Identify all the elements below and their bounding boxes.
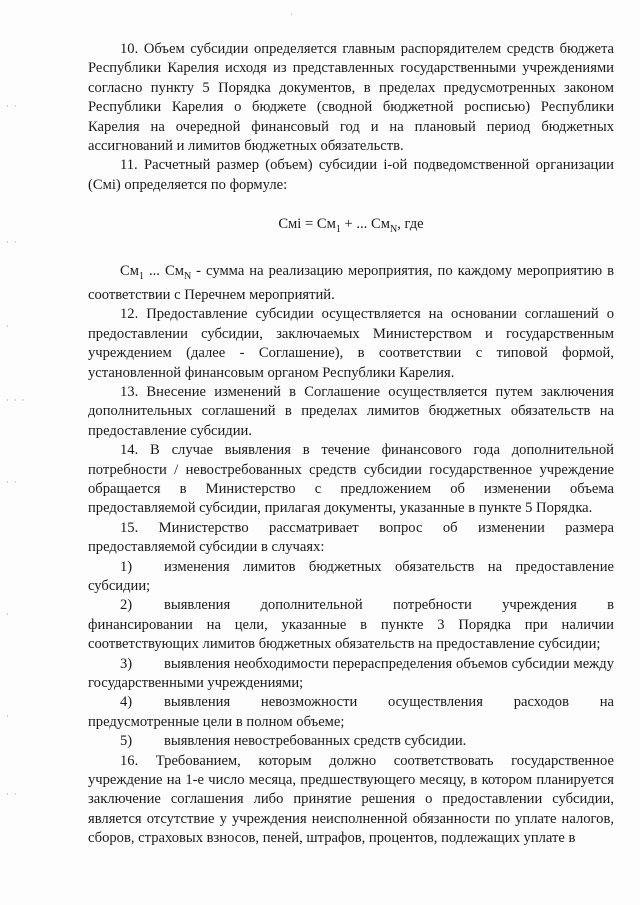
scan-mark: · ·: [6, 790, 18, 800]
scan-mark: ·: [290, 10, 293, 20]
paragraph-12: 12. Предоставление субсидии осуществляется на основании соглашений о предоставлении субсидии, заключаемых Министерством и государственным учреждением (далее - Соглашение), в соответствии с типовой формой, установленной финансовым органом Республики Карелия.: [88, 306, 614, 381]
list-item-number: 4): [120, 694, 133, 711]
scan-mark: ·: [6, 322, 10, 332]
paragraph-10: 10. Объем субсидии определяется главным распорядителем средств бюджета Республики Карелия исходя из представленных государственными учреждениями согласно пункту 5 Порядка документов, в пределах предусмотренных законом Республики Карелия о бюджете (сводной бюджетной росписью) Республики Карелия на очередной финансовый год и на плановый период бюджетных ассигнований и лимитов бюджетных обязательств.: [88, 41, 614, 155]
paragraph-15: 15. Министерство рассматривает вопрос об изменении размера предоставляемой субсидии в случаях:: [88, 519, 614, 556]
list-item-text: выявления дополнительной потребности учреждения в финансировании на цели, указанные в пункте 3 Порядка при наличии соответствующих лимитов бюджетных обязательств на предоставление субсидии;: [88, 597, 614, 653]
list-item: [88, 693, 614, 732]
scan-mark: ·: [6, 610, 10, 620]
formula-mid: + ... См: [340, 216, 390, 233]
scan-mark: · ·: [6, 478, 18, 488]
paragraph-15-list: [88, 558, 614, 752]
scan-mark: · ·: [6, 238, 18, 248]
list-item: [88, 732, 614, 751]
defs-mid: ... См: [143, 262, 184, 279]
scan-mark: · · ·: [6, 396, 26, 406]
defs-term: См: [120, 262, 139, 279]
list-item-text: выявления необходимости перераспределения объемов субсидии между государственными учреждениями;: [88, 655, 614, 691]
scan-mark: ·: [6, 712, 10, 722]
list-item-number: 3): [120, 655, 133, 672]
formula-sub-n: N: [389, 224, 398, 236]
list-item-number: 5): [120, 733, 133, 750]
list-item-number: 1): [120, 558, 133, 575]
paragraph-11: 11. Расчетный размер (объем) субсидии i-ой подведомственной организации (Смi) определяется по формуле:: [88, 157, 614, 193]
formula-end: , где: [397, 216, 424, 233]
formula: [88, 215, 614, 239]
defs-text: - сумма на реализацию мероприятия, по каждому мероприятию в соответствии с Перечнем мероприятий.: [88, 262, 614, 303]
list-item: [88, 655, 614, 694]
margin-scan-marks: [6, 0, 46, 905]
list-item: [88, 596, 614, 654]
defs-sub-1: 1: [138, 270, 144, 282]
formula-definitions: [88, 262, 614, 306]
list-item-number: 2): [120, 597, 133, 614]
list-item-text: выявления невостребованных средств субсидии.: [164, 733, 467, 750]
paragraph-13: 13. Внесение изменений в Соглашение осуществляется путем заключения дополнительных соглашений в пределах лимитов бюджетных обязательств на предоставление субсидии.: [88, 383, 614, 439]
paragraph-14: 14. В случае выявления в течение финансового года дополнительной потребности / невостребованных средств субсидии государственное учреждение обращается в Министерство с предложением об изменении объема предоставляемой субсидии, прилагая документы, указанные в пункте 5 Порядка.: [88, 442, 614, 517]
list-item: [88, 558, 614, 597]
formula-lhs: Смi = См: [278, 216, 336, 233]
formula-sub-1: 1: [335, 224, 341, 236]
scan-mark: · ·: [6, 102, 18, 112]
paragraph-16: 16. Требованием, которым должно соответствовать государственное учреждение на 1-е число месяца, предшествующего месяцу, в котором планируется заключение соглашения либо принятие решения о предоставлении субсидии, является отсутствие у учреждения неисполненной обязанности по уплате налогов, сборов, страховых взносов, пеней, штрафов, процентов, подлежащих уплате в: [88, 752, 614, 847]
list-item-text: изменения лимитов бюджетных обязательств на предоставление субсидии;: [88, 558, 614, 594]
document-body: [88, 40, 614, 849]
defs-sub-n: N: [183, 270, 192, 282]
list-item-text: выявления невозможности осуществления расходов на предусмотренные цели в полном объеме;: [88, 694, 614, 730]
